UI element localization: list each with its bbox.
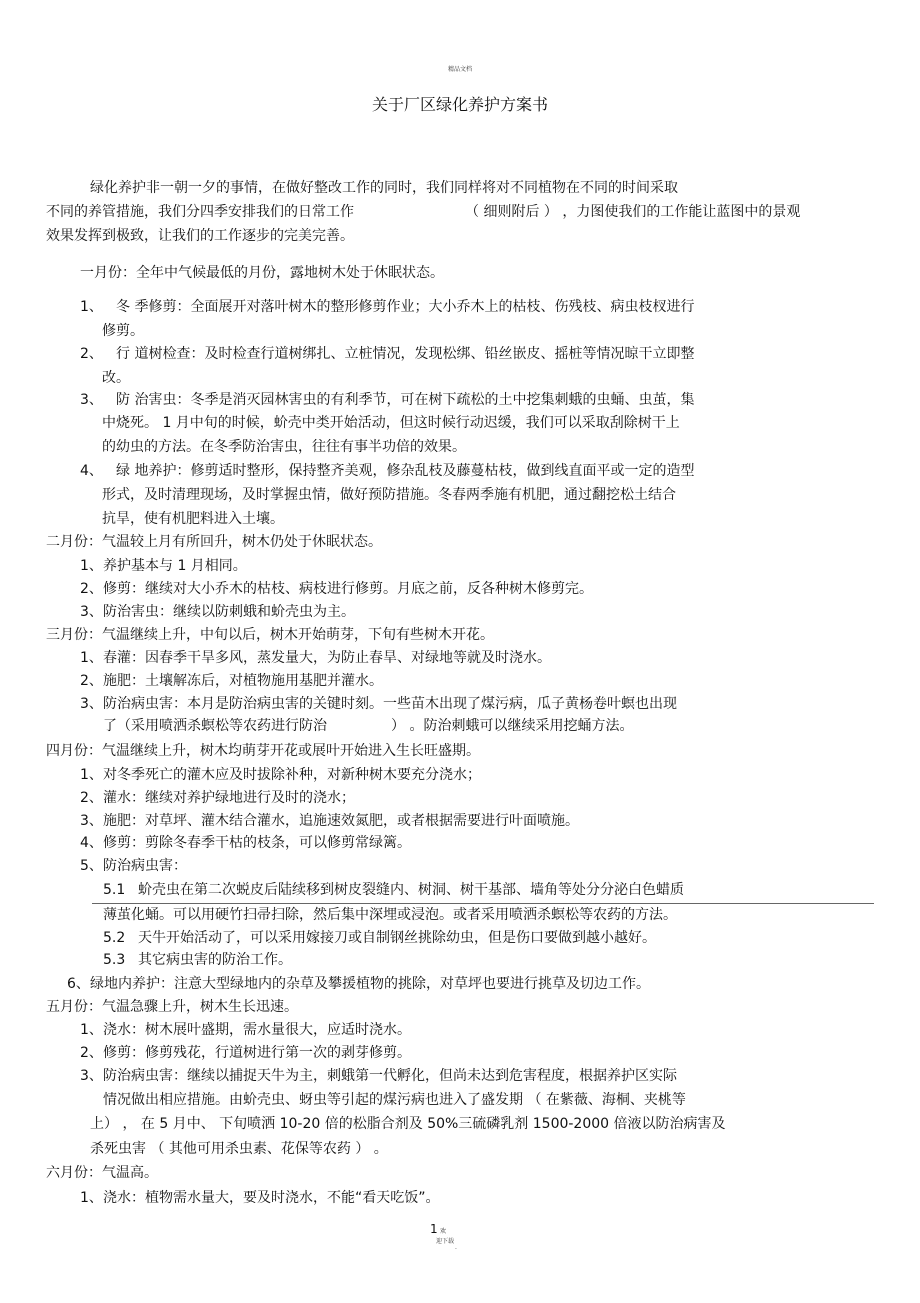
intro-line-3: 效果发挥到极致，让我们的工作逐步的完美完善。 (46, 228, 354, 244)
mar-item-2-text: 施肥：土壤解冻后，对植物施用基肥并灌水。 (103, 673, 383, 689)
mar-heading: 三月份：气温继续上升，中旬以后，树木开始萌芽，下旬有些树木开花。 (46, 627, 494, 643)
apr-item-2-text: 灌水：继续对养护绿地进行及时的浇水； (103, 790, 355, 806)
feb-item-1-text: 养护基本与 1 月相同。 (103, 558, 247, 574)
feb-item-3-num: 3、 (80, 604, 103, 620)
apr-item-1-text: 对冬季死亡的灌木应及时拔除补种，对新种树木要充分浇水； (103, 767, 481, 783)
feb-item-1-num: 1、 (80, 558, 103, 574)
may-item-3-text: 防治病虫害：继续以捕捉天牛为主，刺蛾第一代孵化，但尚未达到危害程度，根据养护区实际 (103, 1068, 677, 1084)
may-item-1-num: 1、 (80, 1022, 103, 1038)
jan-item-1-num: 1、 (80, 299, 103, 315)
apr-item-4-text: 修剪：剪除冬春季干枯的枝条，可以修剪常绿篱。 (103, 835, 411, 851)
feb-item-2-text: 修剪：继续对大小乔木的枯枝、病枝进行修剪。月底之前，反各种树木修剪完。 (103, 581, 593, 597)
jan-item-3-line-2: 中烧死。 1 月中旬的时候，蚧壳中类开始活动，但这时候行动迟缓，我们可以采取刮除树干上 (102, 415, 680, 431)
apr-heading: 四月份：气温继续上升，树木均萌芽开花或展叶开始进入生长旺盛期。 (46, 743, 480, 759)
apr-sub-1-num: 5.1 (103, 882, 126, 898)
divider-line (92, 903, 874, 904)
feb-item-3-text: 防治害虫：继续以防刺蛾和蚧壳虫为主。 (103, 604, 355, 620)
jan-item-4-line-3: 抗旱，使有机肥料进入土壤。 (102, 511, 284, 527)
jan-item-2-num: 2、 (80, 346, 103, 362)
may-item-1-text: 浇水：树木展叶盛期，需水量很大，应适时浇水。 (103, 1022, 411, 1038)
intro-line-2: 不同的养管措施，我们分四季安排我们的日常工作 (46, 204, 354, 220)
may-item-3-num: 3、 (80, 1068, 103, 1084)
may-item-2-num: 2、 (80, 1045, 103, 1061)
may-item-3-cont-2: 上） ， 在 5 月中、 下旬喷洒 10-20 倍的松脂合剂及 50%三硫磷乳剂 1500-2000 倍液以防治病害及 (90, 1116, 726, 1132)
jan-item-1-line-2: 修剪。 (102, 323, 144, 339)
apr-item-2-num: 2、 (80, 790, 103, 806)
jan-item-3-line-3: 的幼虫的方法。在冬季防治害虫，往往有事半功倍的效果。 (102, 439, 466, 455)
mar-item-1-num: 1、 (80, 650, 103, 666)
jan-item-3-num: 3、 (80, 392, 103, 408)
mar-item-3-cont-b: ） 。防治刺蛾可以继续采用挖蛹方法。 (391, 718, 634, 734)
apr-item-5-num: 5、 (80, 858, 103, 874)
apr-item-3-num: 3、 (80, 813, 103, 829)
apr-sub-2-num: 5.2 (103, 930, 126, 946)
jan-item-4-num: 4、 (80, 463, 103, 479)
apr-sub-3-num: 5.3 (103, 952, 126, 968)
mar-item-3-text: 防治病虫害：本月是防治病虫害的关键时刻。一些苗木出现了煤污病，瓜子黄杨卷叶螟也出现 (103, 696, 677, 712)
apr-item-6-text: 绿地内养护：注意大型绿地内的杂草及攀援植物的挑除，对草坪也要进行挑草及切边工作。 (90, 976, 650, 992)
jun-item-1-num: 1、 (80, 1190, 103, 1206)
jan-item-4-line-2: 形式，及时清理现场，及时掌握虫情，做好预防措施。冬春两季施有机肥，通过翻挖松土结合 (102, 487, 676, 503)
apr-sub-2-text: 天牛开始活动了，可以采用嫁接刀或自制钢丝挑除幼虫，但是伤口要做到越小越好。 (138, 930, 656, 946)
apr-sub-1-text: 蚧壳虫在第二次蜕皮后陆续移到树皮裂缝内、树洞、树干基部、墙角等处分分泌白色蜡质 (138, 882, 684, 898)
jan-item-4-line-1: 绿 地养护：修剪适时整形，保持整齐美观，修杂乱枝及藤蔓枯枝，做到线直面平或一定的造型 (116, 463, 695, 479)
footer-below-text: 迎下载 (436, 1238, 455, 1245)
jan-item-2-line-1: 行 道树检查：及时检查行道树绑扎、立桩情况，发现松绑、铅丝嵌皮、摇桩等情况晾干立即整 (116, 346, 695, 362)
apr-item-3-text: 施肥：对草坪、灌木结合灌水，追施速效氮肥，或者根据需要进行叶面喷施。 (103, 813, 579, 829)
apr-item-1-num: 1、 (80, 767, 103, 783)
jun-item-1-text: 浇水：植物需水量大，要及时浇水，不能“看天吃饭”。 (103, 1190, 440, 1206)
feb-item-2-num: 2、 (80, 581, 103, 597)
may-item-3-cont-3: 杀死虫害 （ 其他可用杀虫素、花保等农药 ） 。 (90, 1141, 388, 1157)
jan-item-2-line-2: 改。 (102, 370, 130, 386)
jan-item-3-line-1: 防 治害虫：冬季是消灭园林害虫的有利季节，可在树下疏松的土中挖集刺蛾的虫蛹、虫茧，集 (116, 392, 695, 408)
may-item-3-cont-1: 情况做出相应措施。由蚧壳虫、蚜虫等引起的煤污病也进入了盛发期 （ 在紫薇、海桐、夹桃等 (103, 1092, 686, 1108)
apr-sub-3-text: 其它病虫害的防治工作。 (138, 952, 292, 968)
apr-item-6-num: 6、 (67, 976, 90, 992)
intro-line-1: 绿化养护非一朝一夕的事情，在做好整改工作的同时，我们同样将对不同植物在不同的时间采取 (90, 180, 678, 196)
intro-line-2b: （ 细则附后 ） ，力图使我们的工作能让蓝图中的景观 (465, 204, 801, 220)
page-title: 关于厂区绿化养护方案书 (371, 95, 548, 114)
page-number: 1 (430, 1222, 438, 1236)
jun-heading: 六月份：气温高。 (46, 1165, 158, 1181)
feb-heading: 二月份：气温较上月有所回升，树木仍处于休眠状态。 (46, 534, 382, 550)
header-label: 精品文档 (447, 66, 472, 73)
mar-item-1-text: 春灌：因春季干旱多风，蒸发量大，为防止春旱、对绿地等就及时浇水。 (103, 650, 551, 666)
may-heading: 五月份：气温急骤上升，树木生长迅速。 (46, 999, 298, 1015)
mar-item-3-cont-a: 了（采用喷洒杀螟松等农药进行防治 (103, 718, 327, 734)
apr-sub-1-cont: 薄茧化蛹。可以用硬竹扫帚扫除，然后集中深埋或浸泡。或者采用喷洒杀螟松等农药的方法。 (103, 907, 677, 923)
jan-item-1-line-1: 冬 季修剪：全面展开对落叶树木的整形修剪作业；大小乔木上的枯枝、伤残枝、病虫枝杈进行 (116, 299, 695, 315)
jan-heading: 一月份：全年中气候最低的月份，露地树木处于休眠状态。 (80, 265, 444, 281)
mar-item-2-num: 2、 (80, 673, 103, 689)
apr-item-5-text: 防治病虫害： (103, 858, 187, 874)
apr-item-4-num: 4、 (80, 835, 103, 851)
mar-item-3-num: 3、 (80, 696, 103, 712)
footer-dot: . (455, 1244, 457, 1251)
may-item-2-text: 修剪：修剪残花，行道树进行第一次的剥芽修剪。 (103, 1045, 411, 1061)
footer-side-text: 欢 (440, 1228, 447, 1235)
